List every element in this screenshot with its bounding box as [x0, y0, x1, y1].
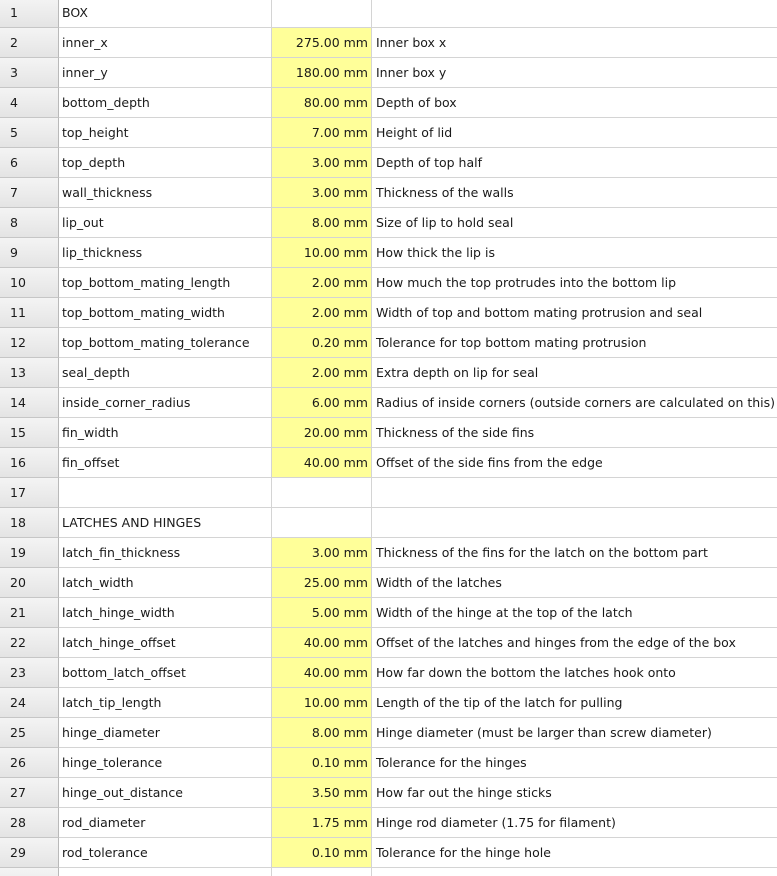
row-header[interactable]: 24 — [0, 688, 59, 718]
row-header[interactable]: 27 — [0, 778, 59, 808]
parameter-description-cell[interactable]: Inner box y — [372, 58, 777, 88]
parameter-description-cell[interactable]: Width of the latches — [372, 568, 777, 598]
table-row — [0, 298, 777, 328]
parameter-value-cell[interactable]: 8.00 mm — [272, 208, 372, 238]
row-header[interactable]: 6 — [0, 148, 59, 178]
parameter-name-cell[interactable]: bottom_depth — [59, 88, 272, 118]
table-row — [0, 688, 777, 718]
parameter-description-cell[interactable]: Offset of the latches and hinges from the edge of the box — [372, 628, 777, 658]
parameter-name-cell[interactable]: LATCHES AND HINGES — [59, 508, 272, 538]
parameter-description-cell[interactable]: Inner box x — [372, 28, 777, 58]
table-row — [0, 58, 777, 88]
parameter-value-cell[interactable]: 6.00 mm — [272, 388, 372, 418]
table-row — [0, 808, 777, 838]
parameter-description-cell[interactable]: Thickness of the fins for the latch on the bottom part — [372, 538, 777, 568]
parameter-name-cell[interactable]: top_bottom_mating_width — [59, 298, 272, 328]
table-row — [0, 868, 777, 876]
table-row — [0, 388, 777, 418]
row-header[interactable]: 17 — [0, 478, 59, 508]
parameter-name-cell[interactable]: top_depth — [59, 148, 272, 178]
parameter-name-cell[interactable]: rod_tolerance — [59, 838, 272, 868]
row-header[interactable]: 8 — [0, 208, 59, 238]
table-row — [0, 328, 777, 358]
parameter-description-cell[interactable]: Thickness of the side fins — [372, 418, 777, 448]
row-header[interactable]: 19 — [0, 538, 59, 568]
parameter-description-cell[interactable]: Length of the tip of the latch for pulling — [372, 688, 777, 718]
table-row — [0, 838, 777, 868]
parameter-description-cell[interactable] — [372, 508, 777, 538]
row-header[interactable]: 4 — [0, 88, 59, 118]
row-header[interactable]: 20 — [0, 568, 59, 598]
table-row — [0, 178, 777, 208]
table-row — [0, 88, 777, 118]
parameter-value-cell[interactable]: 2.00 mm — [272, 358, 372, 388]
parameter-name-cell[interactable]: hinge_tolerance — [59, 748, 272, 778]
parameter-value-cell[interactable]: 275.00 mm — [272, 28, 372, 58]
row-header[interactable]: 26 — [0, 748, 59, 778]
parameter-value-cell[interactable]: 3.50 mm — [272, 778, 372, 808]
row-header[interactable]: 9 — [0, 238, 59, 268]
row-header[interactable]: 12 — [0, 328, 59, 358]
table-row — [0, 598, 777, 628]
parameter-description-cell[interactable]: Thickness of the walls — [372, 178, 777, 208]
parameter-name-cell[interactable]: lip_thickness — [59, 238, 272, 268]
parameter-name-cell[interactable]: bottom_latch_offset — [59, 658, 272, 688]
parameter-value-cell[interactable]: 0.10 mm — [272, 748, 372, 778]
row-header[interactable]: 11 — [0, 298, 59, 328]
parameter-value-cell[interactable] — [272, 508, 372, 538]
parameter-value-cell[interactable]: 0.10 mm — [272, 838, 372, 868]
table-row — [0, 208, 777, 238]
parameter-description-cell[interactable]: How thick the lip is — [372, 238, 777, 268]
row-header[interactable]: 23 — [0, 658, 59, 688]
parameter-value-cell[interactable]: 8.00 mm — [272, 718, 372, 748]
parameter-name-cell[interactable]: hinge_out_distance — [59, 778, 272, 808]
parameter-name-cell[interactable]: inside_corner_radius — [59, 388, 272, 418]
parameter-value-cell[interactable]: 3.00 mm — [272, 178, 372, 208]
parameter-name-cell[interactable]: fin_width — [59, 418, 272, 448]
table-row — [0, 658, 777, 688]
row-header[interactable]: 28 — [0, 808, 59, 838]
parameter-description-cell[interactable] — [372, 478, 777, 508]
parameter-description-cell[interactable]: Size of lip to hold seal — [372, 208, 777, 238]
table-row — [0, 538, 777, 568]
table-row — [0, 238, 777, 268]
parameter-description-cell[interactable]: How far out the hinge sticks — [372, 778, 777, 808]
table-row — [0, 718, 777, 748]
parameter-name-cell[interactable]: wall_thickness — [59, 178, 272, 208]
parameter-description-cell[interactable]: Hinge diameter (must be larger than screw diameter) — [372, 718, 777, 748]
parameter-description-cell[interactable]: Radius of inside corners (outside corners are calculated on this) — [372, 388, 777, 418]
table-row — [0, 778, 777, 808]
row-header[interactable]: 16 — [0, 448, 59, 478]
row-header[interactable]: 7 — [0, 178, 59, 208]
table-row — [0, 118, 777, 148]
parameter-value-cell[interactable]: 40.00 mm — [272, 628, 372, 658]
parameter-name-cell[interactable] — [59, 868, 272, 876]
parameter-name-cell[interactable]: latch_tip_length — [59, 688, 272, 718]
parameter-name-cell[interactable]: BOX — [59, 0, 272, 28]
row-header[interactable]: 29 — [0, 838, 59, 868]
row-header[interactable]: 21 — [0, 598, 59, 628]
table-row — [0, 268, 777, 298]
parameter-value-cell[interactable] — [272, 478, 372, 508]
row-header[interactable]: 22 — [0, 628, 59, 658]
parameter-name-cell[interactable]: top_bottom_mating_length — [59, 268, 272, 298]
parameter-value-cell[interactable]: 25.00 mm — [272, 568, 372, 598]
parameter-value-cell[interactable]: 3.00 mm — [272, 538, 372, 568]
table-row — [0, 508, 777, 538]
parameter-name-cell[interactable]: fin_offset — [59, 448, 272, 478]
parameter-value-cell[interactable]: 40.00 mm — [272, 658, 372, 688]
table-row — [0, 148, 777, 178]
parameter-description-cell[interactable] — [372, 0, 777, 28]
parameter-value-cell[interactable]: 3.00 mm — [272, 148, 372, 178]
parameter-name-cell[interactable]: top_height — [59, 118, 272, 148]
parameter-description-cell[interactable]: Depth of top half — [372, 148, 777, 178]
parameter-description-cell[interactable]: Tolerance for the hinge hole — [372, 838, 777, 868]
row-header[interactable]: 25 — [0, 718, 59, 748]
parameter-value-cell[interactable]: 0.20 mm — [272, 328, 372, 358]
row-header[interactable] — [0, 868, 59, 876]
parameter-description-cell[interactable]: How far down the bottom the latches hook onto — [372, 658, 777, 688]
parameter-description-cell[interactable]: Height of lid — [372, 118, 777, 148]
parameter-name-cell[interactable]: hinge_diameter — [59, 718, 272, 748]
row-header[interactable]: 15 — [0, 418, 59, 448]
parameter-value-cell[interactable]: 180.00 mm — [272, 58, 372, 88]
parameter-description-cell[interactable]: Depth of box — [372, 88, 777, 118]
parameter-name-cell[interactable] — [59, 478, 272, 508]
parameter-value-cell[interactable]: 10.00 mm — [272, 688, 372, 718]
parameter-description-cell[interactable]: How much the top protrudes into the bottom lip — [372, 268, 777, 298]
table-row — [0, 28, 777, 58]
parameter-value-cell[interactable]: 2.00 mm — [272, 298, 372, 328]
parameter-value-cell[interactable]: 2.00 mm — [272, 268, 372, 298]
row-header[interactable]: 5 — [0, 118, 59, 148]
parameter-description-cell[interactable]: Extra depth on lip for seal — [372, 358, 777, 388]
parameter-description-cell[interactable] — [372, 868, 777, 876]
row-header[interactable]: 3 — [0, 58, 59, 88]
row-header[interactable]: 18 — [0, 508, 59, 538]
parameter-name-cell[interactable]: inner_y — [59, 58, 272, 88]
parameter-name-cell[interactable]: lip_out — [59, 208, 272, 238]
table-row — [0, 628, 777, 658]
parameter-description-cell[interactable]: Hinge rod diameter (1.75 for filament) — [372, 808, 777, 838]
parameter-value-cell[interactable] — [272, 0, 372, 28]
parameter-description-cell[interactable]: Offset of the side fins from the edge — [372, 448, 777, 478]
parameter-value-cell[interactable]: 7.00 mm — [272, 118, 372, 148]
table-row — [0, 448, 777, 478]
parameter-value-cell[interactable]: 5.00 mm — [272, 598, 372, 628]
parameter-name-cell[interactable]: seal_depth — [59, 358, 272, 388]
row-header[interactable]: 10 — [0, 268, 59, 298]
parameter-name-cell[interactable]: latch_width — [59, 568, 272, 598]
table-row — [0, 418, 777, 448]
row-header[interactable]: 1 — [0, 0, 59, 28]
parameter-name-cell[interactable]: rod_diameter — [59, 808, 272, 838]
parameter-name-cell[interactable]: inner_x — [59, 28, 272, 58]
table-row — [0, 478, 777, 508]
parameter-value-cell[interactable]: 40.00 mm — [272, 448, 372, 478]
parameter-name-cell[interactable]: latch_fin_thickness — [59, 538, 272, 568]
row-header[interactable]: 13 — [0, 358, 59, 388]
parameter-name-cell[interactable]: latch_hinge_width — [59, 598, 272, 628]
table-row — [0, 358, 777, 388]
parameter-value-cell[interactable] — [272, 868, 372, 876]
parameter-value-cell[interactable]: 10.00 mm — [272, 238, 372, 268]
parameter-name-cell[interactable]: top_bottom_mating_tolerance — [59, 328, 272, 358]
parameter-description-cell[interactable]: Width of top and bottom mating protrusion and seal — [372, 298, 777, 328]
row-header[interactable]: 2 — [0, 28, 59, 58]
table-row — [0, 0, 777, 28]
parameter-name-cell[interactable]: latch_hinge_offset — [59, 628, 272, 658]
table-row — [0, 568, 777, 598]
parameter-description-cell[interactable]: Tolerance for top bottom mating protrusion — [372, 328, 777, 358]
row-header[interactable]: 14 — [0, 388, 59, 418]
parameter-value-cell[interactable]: 80.00 mm — [272, 88, 372, 118]
parameter-description-cell[interactable]: Tolerance for the hinges — [372, 748, 777, 778]
table-row — [0, 748, 777, 778]
parameter-description-cell[interactable]: Width of the hinge at the top of the latch — [372, 598, 777, 628]
parameter-value-cell[interactable]: 20.00 mm — [272, 418, 372, 448]
parameter-value-cell[interactable]: 1.75 mm — [272, 808, 372, 838]
